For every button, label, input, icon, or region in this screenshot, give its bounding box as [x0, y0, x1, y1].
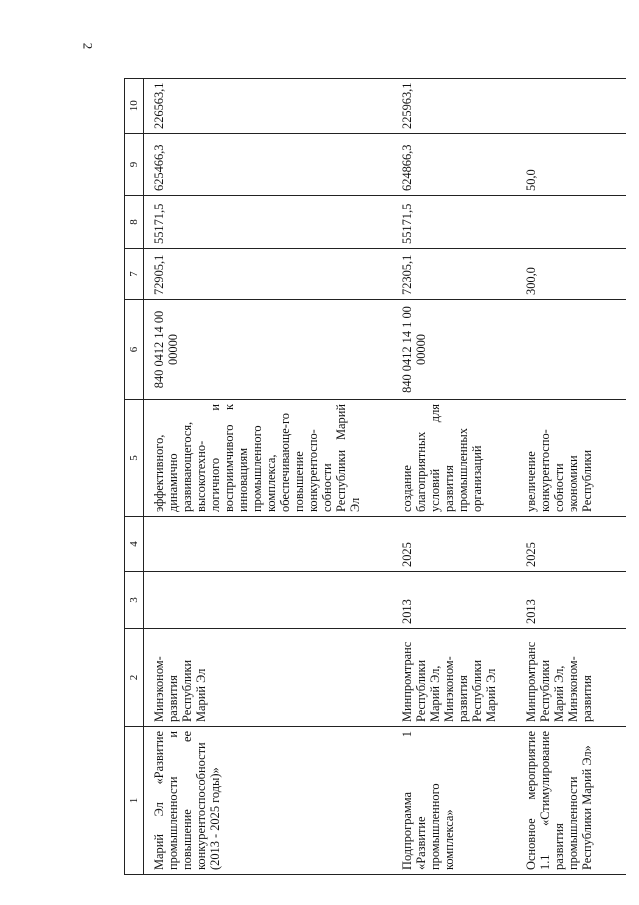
header-row [125, 78, 144, 874]
program-name: Марий Эл «Развитие промышленности и повышение ее конкурентоспособности (2013 - 2025 годы)» [144, 727, 365, 875]
value-col-10 [512, 78, 626, 133]
executor: Минпромтранс Республики Марий Эл, Минэконом-развития [512, 629, 626, 727]
header-col-8: 8 [125, 196, 144, 249]
value-col-9: 625466,3 [144, 134, 365, 196]
budget-code [512, 300, 626, 400]
program-table [124, 78, 626, 875]
table-row [512, 78, 626, 874]
value-col-9: 624866,3 [364, 134, 512, 196]
end-year [144, 517, 365, 572]
expected-result: эффективного, динамично развивающегося, высокотехно-логичного и восприимчивого к инновациям промышленного комплекса, обеспечивающе-го повышение конкурентоспо-собности Республики Марий Эл [144, 400, 365, 517]
value-col-7: 72905,1 [144, 249, 365, 300]
page-number: 2 [80, 42, 96, 50]
program-name: Основное мероприятие 1.1 «Стимулирование развития промышленности Республики Марий Эл» [512, 727, 626, 875]
program-name: Подпрограмма 1 «Развитие промышленного комплекса» [364, 727, 512, 875]
executor: Минэконом-развития Республики Марий Эл [144, 629, 365, 727]
table-row [144, 78, 365, 874]
header-col-1: 1 [125, 727, 144, 875]
start-year: 2013 [364, 572, 512, 629]
header-col-5: 5 [125, 400, 144, 517]
value-col-7: 72305,1 [364, 249, 512, 300]
budget-code: 840 0412 14 00 00000 [144, 300, 365, 400]
header-col-4: 4 [125, 517, 144, 572]
end-year: 2025 [512, 517, 626, 572]
header-col-7: 7 [125, 249, 144, 300]
start-year: 2013 [512, 572, 626, 629]
end-year: 2025 [364, 517, 512, 572]
value-col-10: 225963,1 [364, 78, 512, 133]
header-col-2: 2 [125, 629, 144, 727]
value-col-8 [512, 196, 626, 249]
header-col-10: 10 [125, 78, 144, 133]
expected-result: увеличение конкурентоспо-собности экономики Республики [512, 400, 626, 517]
value-col-8: 55171,5 [364, 196, 512, 249]
header-col-3: 3 [125, 572, 144, 629]
expected-result: создание благоприятных условий для развития промышленных организаций [364, 400, 512, 517]
header-col-9: 9 [125, 134, 144, 196]
table-row [364, 78, 512, 874]
executor: Минпромтранс Республики Марий Эл, Минэконом-развития Республики Марий Эл [364, 629, 512, 727]
value-col-10: 226563,1 [144, 78, 365, 133]
start-year [144, 572, 365, 629]
value-col-9: 50,0 [512, 134, 626, 196]
header-col-6: 6 [125, 300, 144, 400]
value-col-8: 55171,5 [144, 196, 365, 249]
value-col-7: 300,0 [512, 249, 626, 300]
budget-code: 840 0412 14 1 00 00000 [364, 300, 512, 400]
